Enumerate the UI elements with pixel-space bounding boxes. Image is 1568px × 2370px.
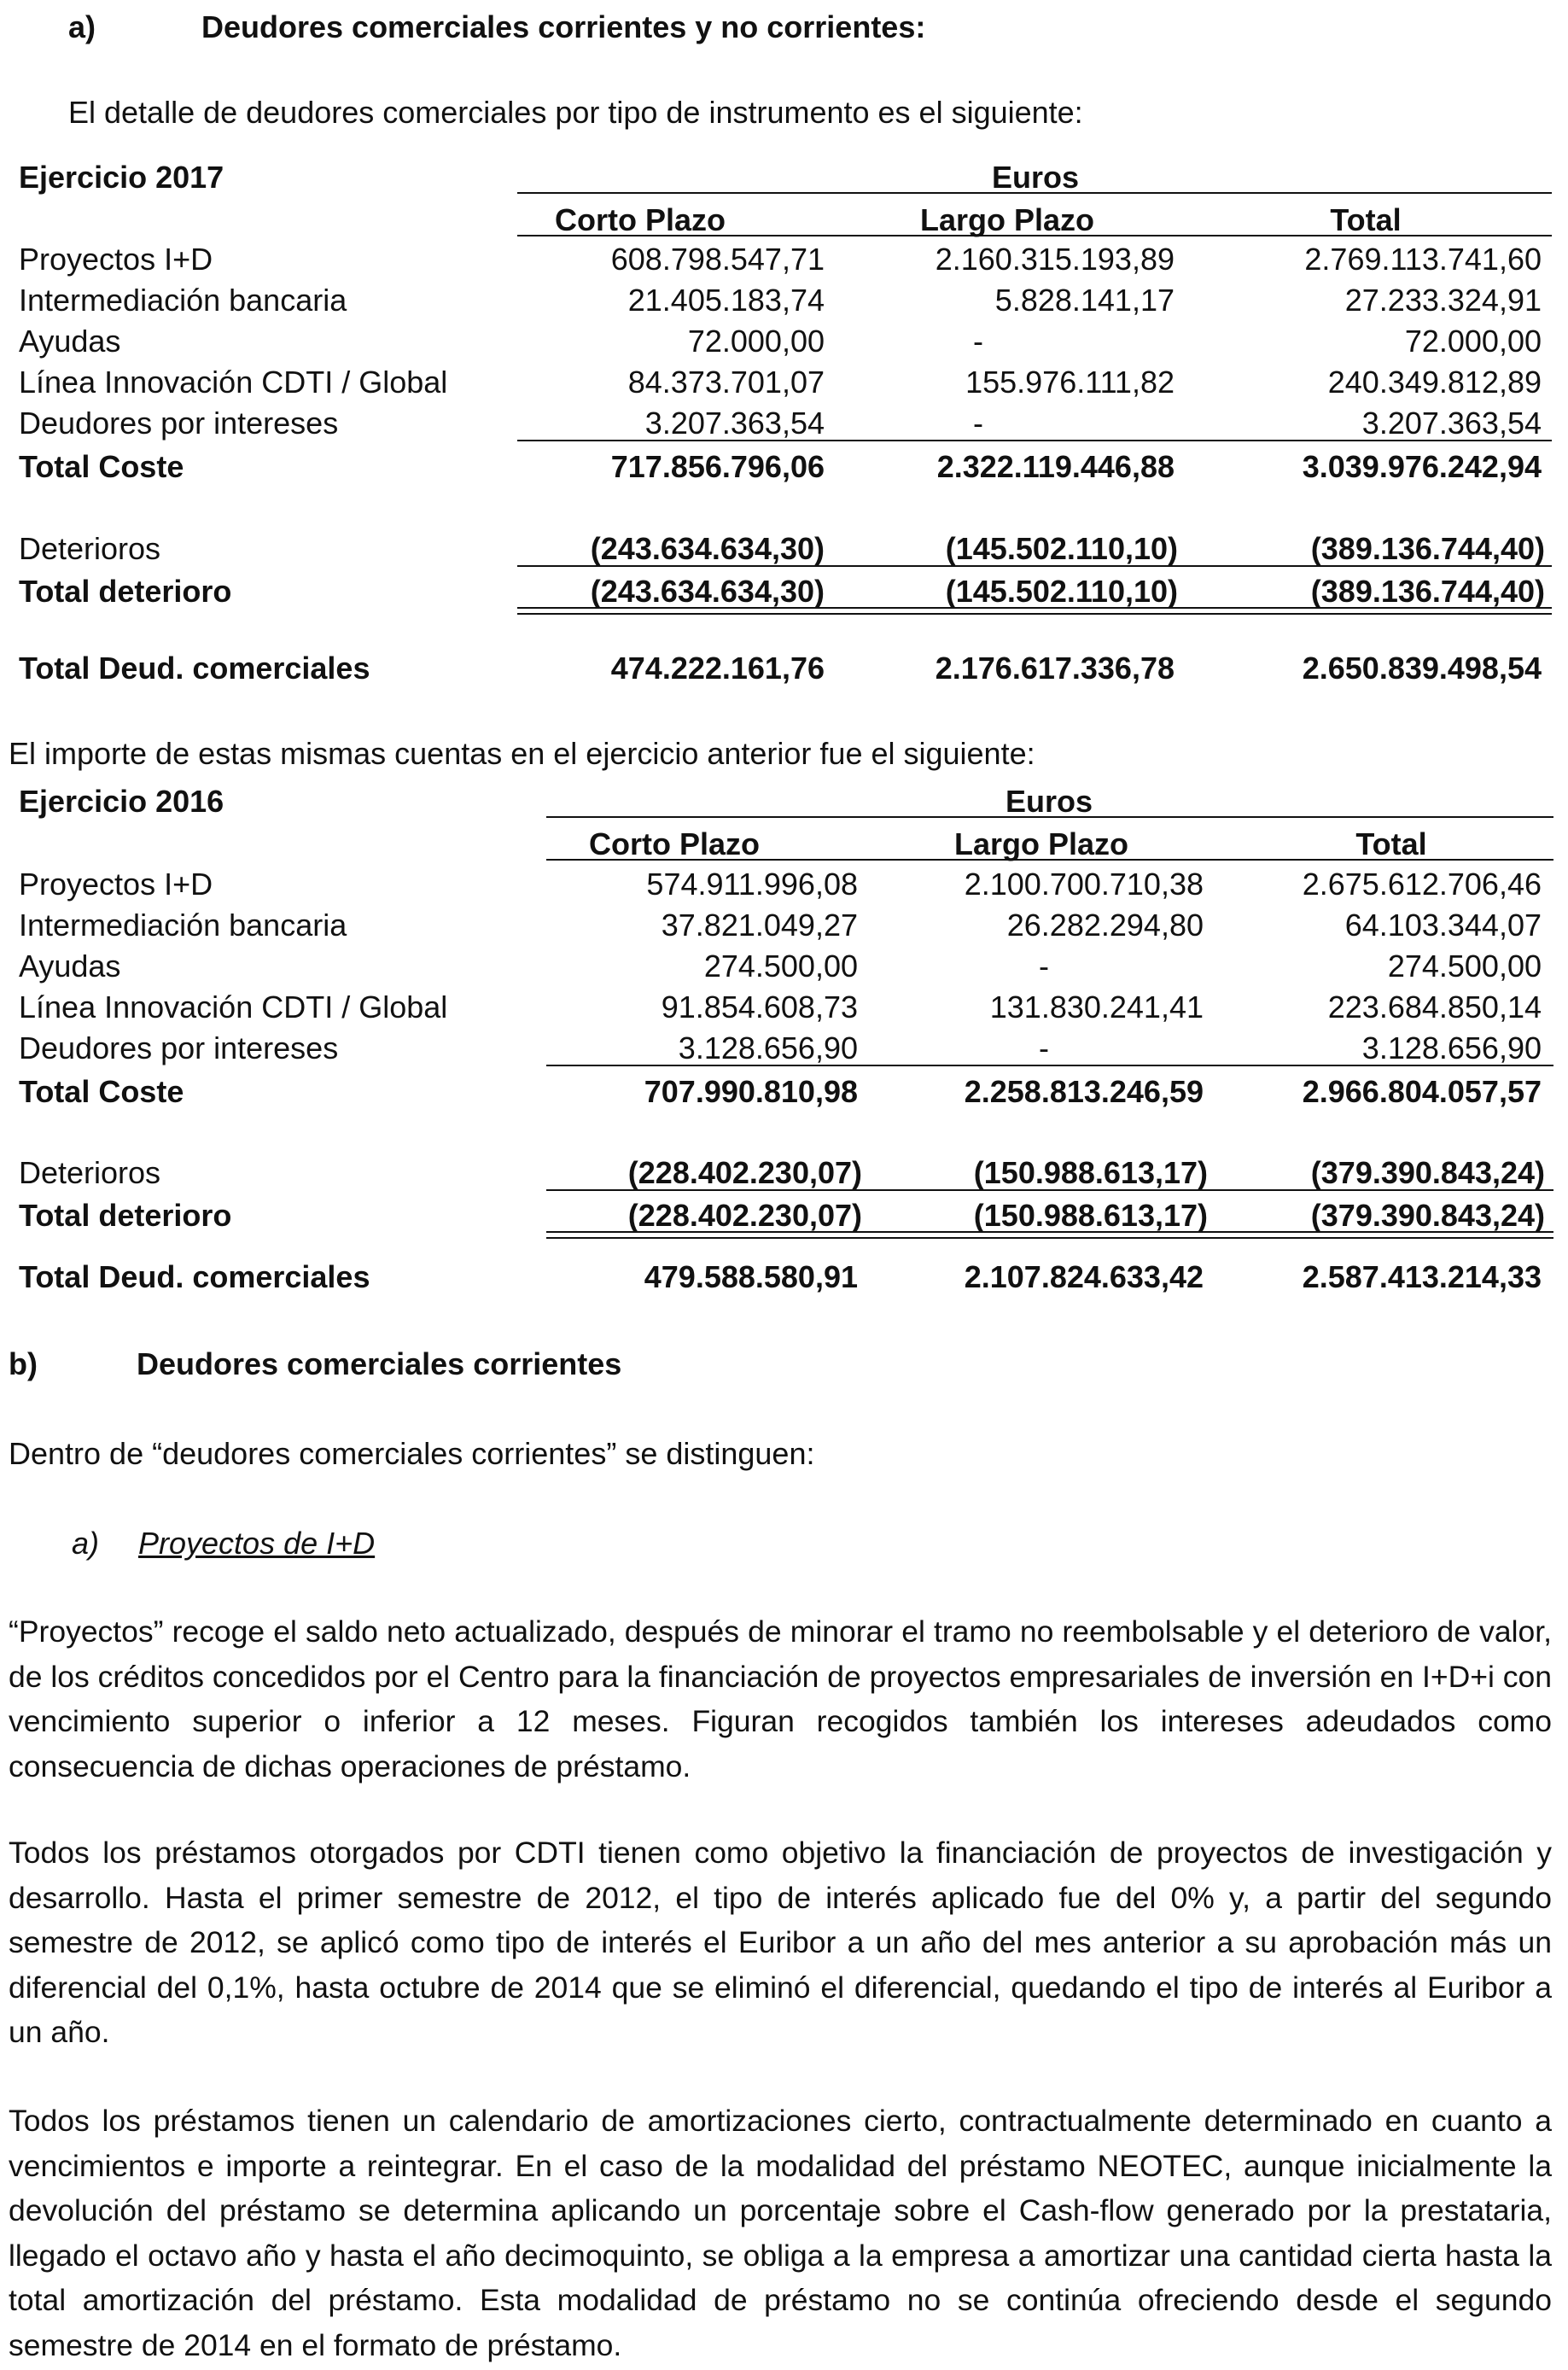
table-2016-double-underline (546, 1231, 1553, 1239)
section-a-marker: a) (68, 9, 96, 44)
table-2016-header-underline (546, 859, 1553, 861)
table-2016-subtotal-line (546, 1065, 1553, 1066)
cell-total: 27.233.324,91 (1344, 283, 1542, 318)
cell-largo: 131.830.241,41 (989, 989, 1204, 1024)
cell-corto: 717.856.796,06 (610, 449, 825, 484)
cell-total: 3.128.656,90 (1361, 1030, 1542, 1065)
cell-total: (389.136.744,40) (1310, 531, 1545, 566)
row-label: Total Coste (19, 1074, 184, 1109)
table-2017-col-header-total: Total (1330, 202, 1402, 237)
cell-largo: 26.282.294,80 (1006, 908, 1204, 943)
cell-largo: 2.107.824.633,42 (964, 1259, 1204, 1294)
row-label: Intermediación bancaria (19, 283, 347, 318)
cell-total: 240.349.812,89 (1327, 365, 1542, 400)
subsection-title: Proyectos de I+D (138, 1526, 376, 1561)
row-label: Línea Innovación CDTI / Global (19, 365, 448, 400)
cell-corto: (243.634.634,30) (590, 574, 825, 609)
row-label: Deterioros (19, 1155, 161, 1190)
cell-corto: 574.911.996,08 (646, 867, 858, 902)
cell-largo: (145.502.110,10) (945, 574, 1178, 609)
cell-largo: (150.988.613,17) (973, 1155, 1208, 1190)
row-label: Deudores por intereses (19, 406, 339, 441)
cell-corto: 91.854.608,73 (661, 989, 858, 1024)
cell-largo: - (973, 406, 983, 441)
section-a-intro: El detalle de deudores comerciales por tipo de instrumento es el siguiente: (68, 95, 1083, 130)
cell-largo: - (973, 324, 983, 359)
cell-total: 72.000,00 (1404, 324, 1542, 359)
cell-total: 2.650.839.498,54 (1302, 651, 1542, 686)
cell-total: 223.684.850,14 (1327, 989, 1542, 1024)
subsection-marker: a) (72, 1526, 100, 1561)
cell-largo: (150.988.613,17) (973, 1198, 1208, 1233)
row-label: Total deterioro (19, 1198, 232, 1233)
section-b-marker: b) (9, 1346, 38, 1381)
row-label: Deterioros (19, 531, 161, 566)
table-2016-deterioro-line (546, 1189, 1553, 1191)
table-2016-col-header-largo: Largo Plazo (953, 826, 1129, 861)
cell-largo: 2.100.700.710,38 (964, 867, 1204, 902)
cell-corto: (228.402.230,07) (627, 1155, 862, 1190)
cell-largo: 5.828.141,17 (994, 283, 1175, 318)
cell-largo: 2.176.617.336,78 (935, 651, 1175, 686)
cell-corto: 274.500,00 (703, 949, 858, 984)
cell-largo: 155.976.111,82 (965, 365, 1175, 400)
table-2017-col-header-largo: Largo Plazo (919, 202, 1095, 237)
paragraph-proyectos: “Proyectos” recoge el saldo neto actualizado, después de minorar el tramo no reembolsable y el deterioro de valor, de los créditos concedidos por el Centro para la financiación de proyectos empresariales de inversión en I+D+i con vencimiento superior o inferior a 12 meses. Figuran recogidos también los intereses adeudados como consecuencia de dichas operaciones de préstamo. (9, 1614, 1552, 1783)
cell-total: (379.390.843,24) (1310, 1198, 1545, 1233)
table-2016-currency-underline (546, 816, 1553, 818)
cell-total: 2.966.804.057,57 (1302, 1074, 1542, 1109)
table-2017-double-underline (517, 607, 1552, 615)
cell-corto: 21.405.183,74 (627, 283, 825, 318)
cell-corto: 37.821.049,27 (661, 908, 858, 943)
row-label: Ayudas (19, 949, 121, 984)
paragraph-prestamos-cdti: Todos los préstamos otorgados por CDTI tienen como objetivo la financiación de proyectos de investigación y desarrollo. Hasta el primer semestre de 2012, el tipo de interés aplicado fue del 0% y, a partir del segundo semestre de 2012, se aplicó como tipo de interés el Euribor a un año del mes anterior a su aprobación más un diferencial del 0,1%, hasta octubre de 2014 que se eliminó el diferencial, quedando el tipo de interés al Euribor a un año. (9, 1836, 1552, 2049)
cell-largo: - (1039, 1030, 1049, 1065)
cell-total: (389.136.744,40) (1310, 574, 1545, 609)
cell-corto: 72.000,00 (687, 324, 825, 359)
section-a-title: Deudores comerciales corrientes y no corrientes: (201, 9, 926, 44)
cell-total: 3.039.976.242,94 (1302, 449, 1542, 484)
cell-total: 64.103.344,07 (1344, 908, 1542, 943)
cell-corto: 3.207.363,54 (644, 406, 825, 441)
table-2017-year-label: Ejercicio 2017 (19, 160, 224, 195)
table-2017-col-header-corto: Corto Plazo (554, 202, 726, 237)
cell-total: (379.390.843,24) (1310, 1155, 1545, 1190)
table-2017-header-underline (517, 235, 1552, 236)
table-2017-subtotal-line (517, 440, 1552, 441)
table-2016-currency: Euros (1006, 784, 1093, 819)
section-b-intro: Dentro de “deudores comerciales corrientes” se distinguen: (9, 1436, 815, 1471)
table-2016-year-label: Ejercicio 2016 (19, 784, 224, 819)
cell-largo: (145.502.110,10) (945, 531, 1178, 566)
cell-largo: 2.322.119.446,88 (936, 449, 1175, 484)
cell-corto: (243.634.634,30) (590, 531, 825, 566)
row-label: Total Deud. comerciales (19, 651, 370, 686)
row-label: Total deterioro (19, 574, 232, 609)
table-2017-currency-underline (517, 192, 1552, 194)
cell-corto: 608.798.547,71 (610, 242, 825, 277)
section-b-title: Deudores comerciales corrientes (137, 1346, 622, 1381)
table-2016-col-header-corto: Corto Plazo (588, 826, 760, 861)
cell-total: 274.500,00 (1387, 949, 1542, 984)
table-2017-deterioro-line (517, 565, 1552, 567)
row-label: Deudores por intereses (19, 1030, 339, 1065)
row-label: Proyectos I+D (19, 242, 213, 277)
row-label: Ayudas (19, 324, 121, 359)
row-label: Línea Innovación CDTI / Global (19, 989, 448, 1024)
cell-corto: 3.128.656,90 (678, 1030, 858, 1065)
cell-corto: 479.588.580,91 (644, 1259, 858, 1294)
table-2016-col-header-total: Total (1355, 826, 1427, 861)
cell-total: 2.675.612.706,46 (1302, 867, 1542, 902)
table-2017-currency: Euros (992, 160, 1080, 195)
cell-corto: (228.402.230,07) (627, 1198, 862, 1233)
cell-corto: 84.373.701,07 (627, 365, 825, 400)
cell-total: 2.587.413.214,33 (1302, 1259, 1542, 1294)
row-label: Intermediación bancaria (19, 908, 347, 943)
row-label: Total Coste (19, 449, 184, 484)
cell-largo: 2.160.315.193,89 (935, 242, 1175, 277)
paragraph-calendario: Todos los préstamos tienen un calendario de amortizaciones cierto, contractualmente determinado en cuanto a vencimientos e importe a reintegrar. En el caso de la modalidad del préstamo NEOTEC, aunque inicialmente la devolución del préstamo se determina aplicando un porcentaje sobre el Cash-flow generado por la prestataria, llegado el octavo año y hasta el año decimoquinto, se obliga a la empresa a amortizar una cantidad cierta hasta la total amortización del préstamo. Esta modalidad de préstamo no se continúa ofreciendo desde el segundo semestre de 2014 en el formato de préstamo. (9, 2104, 1552, 2362)
cell-total: 3.207.363,54 (1361, 406, 1542, 441)
cell-corto: 474.222.161,76 (610, 651, 825, 686)
cell-largo: - (1039, 949, 1049, 984)
cell-total: 2.769.113.741,60 (1304, 242, 1542, 277)
cell-largo: 2.258.813.246,59 (964, 1074, 1204, 1109)
row-label: Proyectos I+D (19, 867, 213, 902)
row-label: Total Deud. comerciales (19, 1259, 370, 1294)
prior-year-intro: El importe de estas mismas cuentas en el ejercicio anterior fue el siguiente: (9, 736, 1035, 771)
cell-corto: 707.990.810,98 (644, 1074, 858, 1109)
